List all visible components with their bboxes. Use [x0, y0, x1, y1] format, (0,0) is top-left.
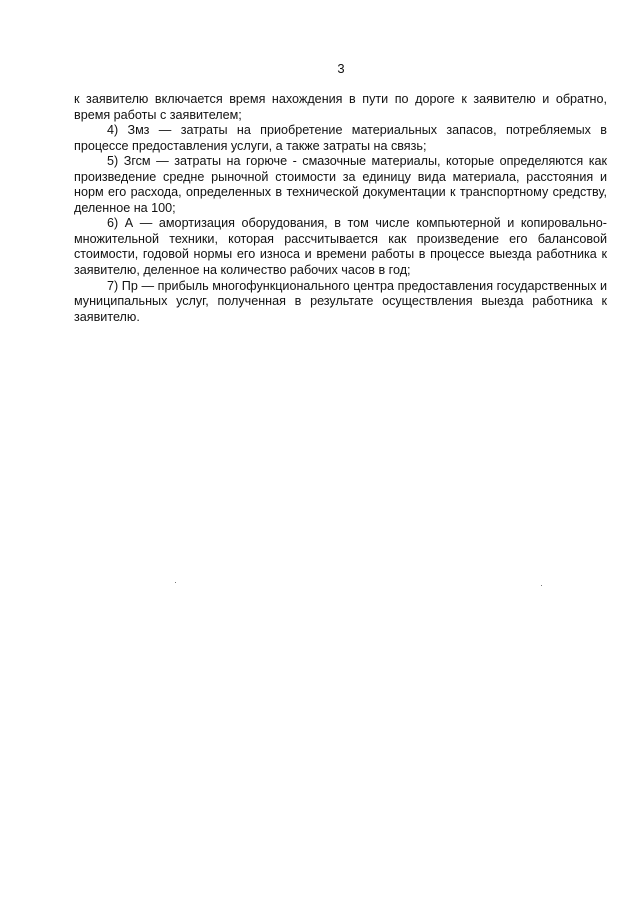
paragraph-item-5-fuel-costs: 5) Згсм — затраты на горюче - смазочные материалы, которые определяются как произведение средне рыночной стоимости за единицу вида материала, расстояния и норм его расхода, определенных в технической документации к транспортному средству, деленное на 100;	[74, 154, 607, 215]
document-body	[74, 92, 607, 325]
paragraph-item-4-material-costs: 4) Змз — затраты на приобретение материальных запасов, потребляемых в процессе предоставления услуги, а также затраты на связь;	[74, 123, 607, 153]
paragraph-item-6-depreciation: 6) А — амортизация оборудования, в том числе компьютерной и копировально-множительной техники, которая рассчитывается как произведение его балансовой стоимости, годовой нормы его износа и времени работы в процессе выезда работника к заявителю, деленное на количество рабочих часов в год;	[74, 216, 607, 278]
paragraph-travel-time: к заявителю включается время нахождения в пути по дороге к заявителю и обратно, время работы с заявителем;	[74, 92, 607, 122]
scan-speck	[541, 585, 542, 586]
scan-speck	[175, 582, 176, 583]
paragraph-item-7-profit: 7) Пр — прибыль многофункционального центра предоставления государственных и муниципальных услуг, полученная в результате осуществления выезда работника к заявителю.	[74, 278, 607, 324]
page-number: 3	[337, 61, 345, 76]
